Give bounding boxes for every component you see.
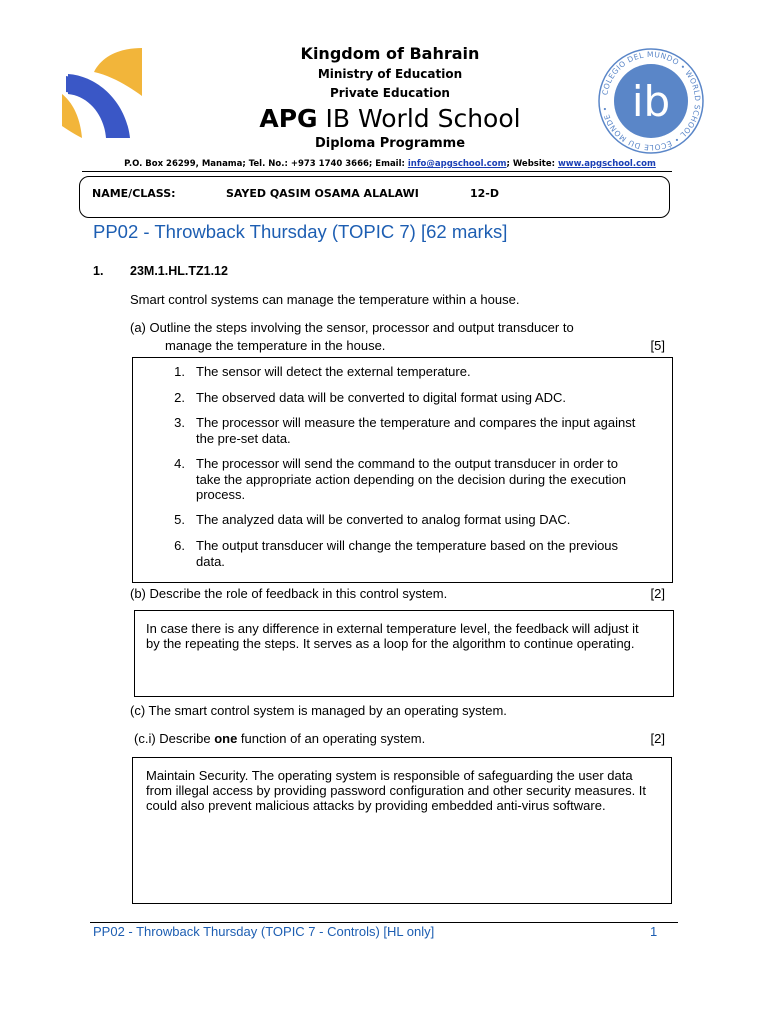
answer-number: 6.: [174, 538, 185, 553]
part-c-i-emphasis: one: [214, 731, 238, 746]
answer-text: The processor will send the command to the output transducer in order to take the appropriate action depending on the decision during the execution process.: [196, 456, 627, 502]
footer-divider: [90, 922, 678, 923]
ib-world-school-logo: [596, 46, 706, 156]
part-c-i-prompt: [134, 731, 425, 746]
ib-logo-text: ib: [631, 77, 671, 126]
part-b-answer: In case there is any difference in external temperature level, the feedback will adjust it by the repeating the steps. It serves as a loop for the algorithm to continue operating.: [146, 621, 639, 651]
header-divider: [82, 171, 672, 172]
answer-number: 1.: [174, 364, 185, 379]
part-c-i-answer: Maintain Security. The operating system is responsible of safeguarding the user data from illegal access by providing password configuration and other security measures. It could also prevent malicious attacks by providing embedded anti-virus software.: [146, 768, 647, 813]
answer-number: 4.: [174, 456, 185, 471]
student-class: 12-D: [470, 187, 500, 200]
footer-title: PP02 - Throwback Thursday (TOPIC 7 - Controls) [HL only]: [93, 924, 435, 939]
question-stem: Smart control systems can manage the temperature within a house.: [130, 292, 520, 307]
part-c-i-prefix: (c.i) Describe: [134, 731, 215, 746]
page-number: 1: [650, 924, 658, 939]
name-class-label: NAME/CLASS:: [92, 187, 176, 200]
kingdom-heading: Kingdom of Bahrain: [300, 44, 480, 63]
contact-line: [80, 159, 700, 169]
answer-text: The analyzed data will be converted to analog format using DAC.: [196, 512, 571, 527]
ministry-heading: Ministry of Education: [317, 67, 463, 81]
answer-number: 5.: [174, 512, 185, 527]
answer-text: The observed data will be converted to digital format using ADC.: [196, 390, 566, 405]
part-a-marks: [5]: [650, 338, 665, 353]
school-name: [200, 104, 580, 133]
answer-text: The processor will measure the temperature and compares the input against the pre-set data.: [196, 415, 636, 446]
page-title: PP02 - Throwback Thursday (TOPIC 7) [62 marks]: [93, 221, 508, 242]
question-number: 1.: [93, 264, 104, 278]
part-b-marks: [2]: [650, 586, 665, 601]
answer-number: 2.: [174, 390, 185, 405]
part-a-prompt-line2: manage the temperature in the house.: [165, 338, 386, 353]
answer-text: The sensor will detect the external temperature.: [196, 364, 471, 379]
private-education-heading: Private Education: [330, 86, 450, 100]
ib-ring-text: COLEGIO DEL MUNDO • WORLD SCHOOL • ÉCOLE DU MONDE •: [600, 49, 703, 153]
student-name: SAYED QASIM OSAMA ALALAWI: [226, 187, 419, 200]
answer-number: 3.: [174, 415, 185, 430]
school-name-rest: IB World School: [317, 104, 521, 133]
part-a-prompt-line1: (a) Outline the steps involving the sensor, processor and output transducer to: [130, 320, 574, 335]
school-logo: [58, 46, 146, 138]
question-code: 23M.1.HL.TZ1.12: [130, 264, 228, 278]
contact-mid: ; Website:: [506, 159, 558, 169]
part-c-i-suffix: function of an operating system.: [237, 731, 426, 746]
school-name-bold: APG: [259, 104, 318, 133]
email-link[interactable]: info@apgschool.com: [407, 159, 507, 169]
contact-prefix: P.O. Box 26299, Manama; Tel. No.: +973 1740 3666; Email:: [124, 159, 408, 169]
part-c-prompt: (c) The smart control system is managed by an operating system.: [130, 703, 507, 718]
answer-text: The output transducer will change the temperature based on the previous data.: [196, 538, 619, 569]
part-c-i-marks: [2]: [650, 731, 665, 746]
website-link[interactable]: www.apgschool.com: [557, 159, 656, 169]
part-b-prompt: (b) Describe the role of feedback in this control system.: [130, 586, 448, 601]
programme-heading: Diploma Programme: [314, 136, 466, 151]
